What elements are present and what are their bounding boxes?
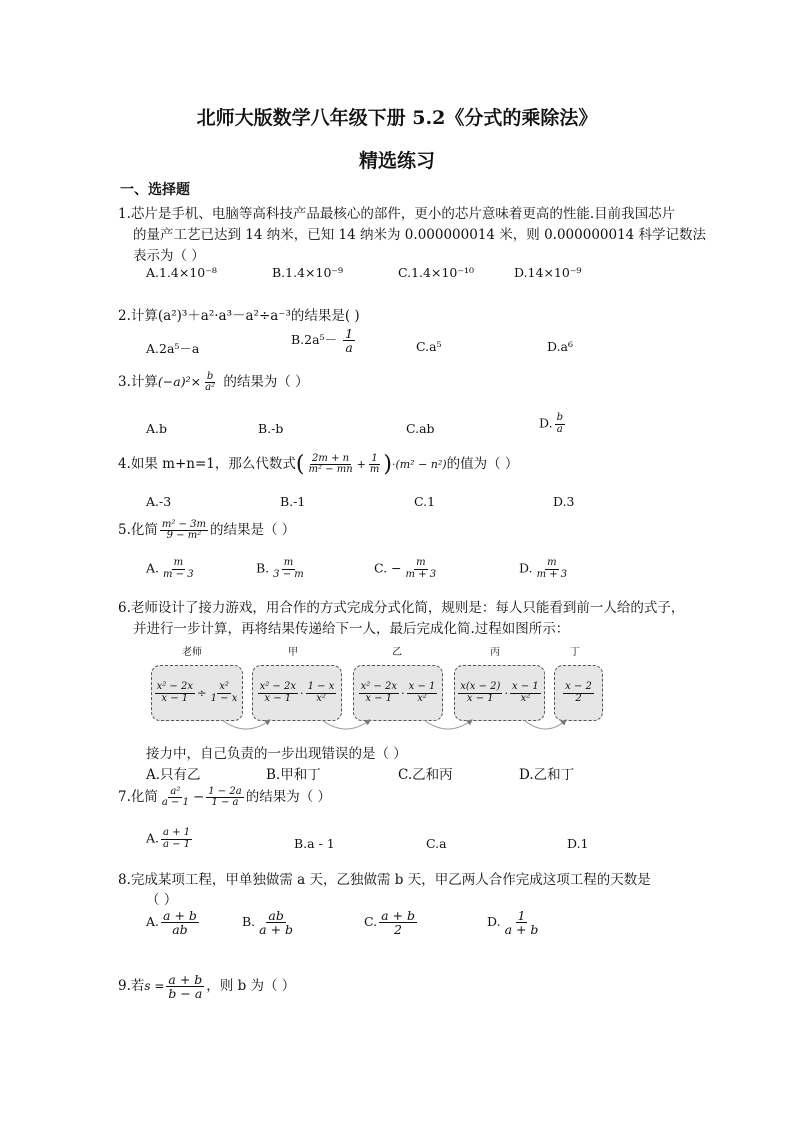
- q1-option-b: B.1.4×10⁻⁹: [272, 265, 344, 280]
- denominator: x²: [417, 692, 427, 704]
- q8-option-b: [242, 909, 297, 936]
- q4-plus: +: [356, 458, 366, 471]
- denominator: ab: [172, 922, 188, 938]
- numerator: a + b: [381, 908, 415, 923]
- q7-option-a-label: A.: [146, 830, 160, 846]
- q7-fraction-2: [206, 787, 243, 809]
- q8-option-b-fraction: [257, 909, 295, 936]
- q4-pre: 4.如果 m+n=1，那么代数式: [118, 456, 296, 472]
- q1-option-a: A.1.4×10⁻⁸: [146, 265, 217, 280]
- numerator: a²: [170, 785, 181, 797]
- denominator: m + 3: [536, 568, 568, 580]
- numerator: 1: [517, 908, 526, 923]
- q6-line2: 并进行一步计算，再将结果传递给下一人，最后完成化简.过程如图所示：: [133, 621, 570, 637]
- denominator: a: [556, 423, 563, 435]
- q1-option-c: C.1.4×10⁻¹⁰: [398, 265, 474, 280]
- q7-option-a: [146, 828, 194, 850]
- q5-pre: 5.化简: [118, 522, 158, 538]
- q9-lhs: s =: [144, 979, 165, 994]
- q6-option-c: C.乙和丙: [398, 767, 453, 783]
- q2-stem: 2.计算(a²)³＋a²·a³－a²÷a⁻³的结果是( ): [118, 308, 360, 324]
- q4-option-c: C.1: [414, 494, 436, 509]
- q3-post: 的结果为（ ）: [219, 374, 309, 390]
- q3-option-a: A.b: [146, 421, 168, 436]
- q5-post: 的结果是（ ）: [209, 522, 296, 538]
- relay-label-jia: 甲: [288, 647, 298, 658]
- q2-option-c: C.a⁵: [416, 339, 442, 354]
- relay-arrow: [222, 720, 270, 729]
- denominator: a: [345, 340, 353, 356]
- q8-option-d: [487, 909, 542, 936]
- q1-line2: 的量产工艺已达到 14 纳米，已知 14 纳米为 0.000000014 米，则 0.000000014 科学记数法: [133, 227, 707, 243]
- q4-option-d: D.3: [553, 494, 575, 509]
- operator: ·: [400, 686, 405, 700]
- q9-post: ，则 b 为（ ）: [206, 978, 296, 995]
- q3-option-b: B.-b: [258, 421, 284, 436]
- q4-option-b: B.-1: [280, 494, 306, 509]
- q7-minus: −: [192, 789, 205, 805]
- q3-option-d-label: D.: [539, 415, 553, 431]
- numerator: a + b: [163, 908, 197, 923]
- q6-option-a: A.只有乙: [146, 767, 201, 783]
- q9-pre: 9.若: [118, 978, 145, 995]
- q4-tail: (m² − n²): [395, 458, 447, 471]
- q3-pre: 3.计算: [118, 374, 158, 390]
- denominator: x²: [316, 692, 326, 704]
- numerator: a + 1: [163, 827, 191, 838]
- relay-label-bing: 丙: [490, 647, 500, 658]
- q8-option-a-label: A.: [146, 914, 160, 930]
- q4-dot: ·: [391, 458, 396, 471]
- q2-option-b-text: B.2a⁵－: [291, 332, 338, 348]
- q5-option-b-label: B.: [256, 560, 270, 576]
- numerator: x²: [219, 681, 229, 692]
- numerator: 2m + n: [312, 452, 350, 464]
- q3-expression: (−a)²×: [157, 374, 202, 389]
- denominator: x − 1: [264, 692, 292, 704]
- numerator: x − 1: [408, 681, 436, 692]
- denominator: x²: [520, 692, 531, 704]
- denominator: m − 3: [163, 568, 194, 580]
- denominator: 9 − m²: [166, 530, 202, 541]
- q6-line1: 6.老师设计了接力游戏，用合作的方式完成分式化简，规则是：每人只能看到前一人给的式子，: [118, 600, 685, 616]
- denominator: 2: [575, 692, 582, 704]
- q7-option-c: C.a: [426, 836, 447, 851]
- numerator: 1 − x: [307, 681, 335, 692]
- numerator: m: [547, 557, 557, 568]
- q8-line1: 8.完成某项工程，甲单独做需 a 天，乙独做需 b 天，甲乙两人合作完成这项工程的天数是: [118, 872, 651, 888]
- numerator: m: [416, 557, 426, 568]
- numerator: x − 2: [565, 681, 592, 692]
- q1-line1: 1.芯片是手机、电脑等高科技产品最核心的部件，更小的芯片意味着更高的性能.目前我国芯片: [118, 206, 676, 222]
- denominator: m: [369, 464, 380, 475]
- numerator: x² − 2x: [156, 681, 193, 692]
- operator: ·: [299, 686, 304, 700]
- numerator: ab: [268, 908, 284, 923]
- q9-fraction: [166, 973, 204, 1000]
- q5-option-c-label: C. −: [374, 560, 402, 576]
- q6-option-d: D.乙和丁: [519, 767, 575, 783]
- numerator: x(x − 2): [460, 681, 501, 692]
- relay-arrow: [322, 720, 370, 729]
- q7-post: 的结果为（ ）: [245, 789, 331, 805]
- q1-line3: 表示为（ ）: [133, 248, 205, 264]
- denominator: a²: [205, 382, 216, 393]
- denominator: x − 1: [365, 692, 393, 704]
- relay-arrow: [524, 720, 566, 729]
- q6-option-b: B.甲和丁: [266, 767, 321, 783]
- relay-arrow: [424, 720, 472, 729]
- relay-label-yi: 乙: [392, 647, 402, 658]
- q2-option-a: A.2a⁵－a: [146, 341, 200, 356]
- numerator: m² − 3m: [161, 518, 206, 530]
- q8-line2: （ ）: [146, 892, 178, 908]
- numerator: 1 − 2a: [208, 785, 242, 797]
- q8-option-a-fraction: [161, 909, 199, 936]
- denominator: a + b: [259, 922, 294, 938]
- q8-option-b-label: B.: [242, 914, 256, 930]
- numerator: x − 1: [512, 681, 539, 692]
- denominator: a − 1: [161, 797, 189, 808]
- denominator: a + b: [504, 922, 539, 938]
- q7-option-a-fraction: [161, 828, 192, 850]
- page-title: 北师大版数学八年级下册 5.2《分式的乘除法》: [196, 107, 598, 129]
- numerator: x² − 2x: [259, 681, 296, 692]
- numerator: b: [206, 370, 214, 382]
- numerator: m: [283, 557, 294, 568]
- numerator: b: [556, 412, 563, 423]
- relay-label-teacher: 老师: [182, 647, 202, 658]
- denominator: 3 − m: [273, 568, 304, 580]
- denominator: x − 1: [466, 692, 494, 704]
- q5-option-a-label: A.: [146, 560, 160, 576]
- q7-stem: [118, 785, 331, 809]
- denominator: b − a: [168, 986, 203, 1002]
- denominator: 2: [394, 922, 402, 938]
- denominator: 1 − x: [210, 692, 238, 704]
- section-heading: 一、选择题: [120, 182, 190, 198]
- q4-stem: 4.如果 m+n=1，那么代数式( $\frac{2m + n}{\text{m² − mn}}$ + $\frac{1}{m}$ )·(m² − n²)的值为（ ）: [118, 452, 519, 477]
- denominator: m² − mn: [308, 464, 353, 475]
- q4-option-a: A.-3: [146, 494, 172, 509]
- q7-option-d: D.1: [567, 836, 589, 851]
- q7-fraction-1: [160, 787, 191, 809]
- q8-option-a: [146, 909, 201, 936]
- denominator: a − 1: [163, 838, 191, 850]
- relay-label-ding: 丁: [570, 647, 580, 658]
- q7-option-b: B.a - 1: [294, 836, 335, 851]
- q7-pre: 7.化简: [118, 789, 158, 805]
- q1-option-d: D.14×10⁻⁹: [514, 265, 582, 280]
- q8-option-c-fraction: [379, 909, 417, 936]
- denominator: m + 3: [405, 568, 437, 580]
- q2-option-d: D.a⁶: [547, 339, 574, 354]
- q5-option-d-label: D.: [519, 560, 533, 576]
- q8-option-c: [364, 909, 419, 936]
- numerator: 1: [345, 326, 354, 341]
- operator: ·: [504, 686, 509, 700]
- numerator: 1: [371, 452, 378, 464]
- q3-option-c: C.ab: [406, 421, 435, 436]
- q6-question: 接力中，自己负责的一步出现错误的是（ ）: [146, 746, 407, 762]
- q8-option-d-label: D.: [487, 914, 501, 930]
- q8-option-d-fraction: [503, 909, 541, 936]
- page-subtitle: 精选练习: [358, 150, 435, 172]
- q4-post: 的值为（ ）: [446, 456, 519, 472]
- q8-option-c-label: C.: [364, 914, 378, 930]
- numerator: m: [173, 557, 184, 568]
- operator: ÷: [197, 686, 207, 700]
- denominator: 1 − a: [211, 797, 239, 808]
- q9-stem: [118, 973, 295, 1000]
- numerator: x² − 2x: [360, 681, 397, 692]
- denominator: x − 1: [161, 692, 189, 704]
- numerator: a + b: [168, 972, 203, 987]
